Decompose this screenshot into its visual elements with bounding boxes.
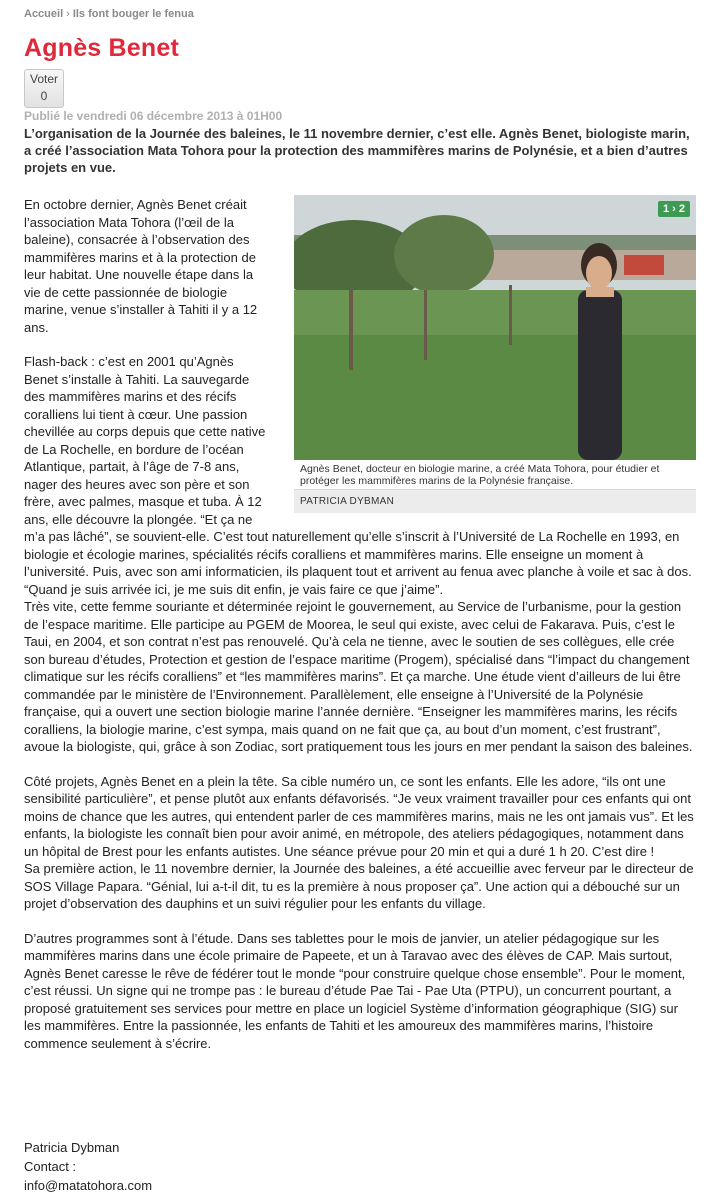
vote-button[interactable] [24,69,64,108]
paragraph-2c: Très vite, cette femme souriante et déterminée rejoint le gouvernement, au Service de l’urbanisme, pour la gestion de l’espace maritime. Elle participe au PGEM de Moorea, le seul qui existe, avec celui de Fakarava. Puis, c’est le Taui, en 2004, et son contrat n’est pas renouvelé. Qu’à cela ne tienne, avec le soutien de ses collègues, elle crée son bureau d’études, Protection et gestion de l’espace maritime (Progem), spécialisé dans “l’impact du changement climatique sur les récifs coralliens” et “les mammifères marins”. Et ça marche. Une étude vient d’ailleurs de lui être commandée par le ministère de l’Environnement. Parallèlement, elle enseigne à l’Université de la Polynésie française, qui a ouvert une section biologie marine l’année dernière. “Enseigner les mammifères marins, les récifs coralliens, la biologie marine, c’est sympa, mais quand on ne fait que ça, au bout d’un moment, c’est frustrant”, avoue la biologiste, qui, grâce à son Zodiac, sort pratiquement tous les jours en mer pendant la saison des baleines. [24,599,693,754]
breadcrumb-home-link[interactable]: Accueil [24,8,64,20]
photo-credit: PATRICIA DYBMAN [294,489,696,513]
photo-caption: Agnès Benet, docteur en biologie marine, a créé Mata Tohora, pour étudier et protéger les mammifères marins de la Polynésie française. [294,460,696,489]
author-name: Patricia Dybman [24,1140,120,1155]
paragraph-3: Côté projets, Agnès Benet en a plein la tête. Sa cible numéro un, ce sont les enfants. Elle les adore, “ils ont une sensibilité particulière”, et pense plutôt aux enfants défavorisés. “Je veux vraiment travailler pour ces enfants qui ont moins de chance que les autres, qui entendent parler de ces mammifères marins, mais ne les ont jamais vus”. Et les enfants, la biologiste les connaît bien pour avoir animé, en métropole, des ateliers pédagogiques, notamment dans un hôpital de Brest pour les enfants autistes. Une séance prévue pour 20 min et qui a duré 1 h 20. C’est dire ! [24,773,694,859]
paragraph-1: En octobre dernier, Agnès Benet créait l’association Mata Tohora (l’œil de la baleine), consacrée à l’observation des mammifères marins et à la protection de leur habitat. Une nouvelle étape dans la vie de cette passionnée de biologie marine, venue s’installer à Tahiti il y a 12 ans. [24,197,258,335]
paragraph-3b: Sa première action, le 11 novembre dernier, la Journée des baleines, a été accueillie avec ferveur par le directeur de SOS Village Papara. “Génial, lui a-t-il dit, tu es la première à nous proposer ça”. Une action qui a débouché sur un projet d’observation des dauphins et un suivi régulier pour les enfants du village. [24,861,694,911]
publish-date: Publié le vendredi 06 décembre 2013 à 01H00 [24,109,283,123]
paragraph-2b: m’a pas lâché”, se souvient-elle. C’est tout naturellement qu’elle s’inscrit à l’Université de La Rochelle en 1993, en biologie et écologie marines, spécialités récifs coralliens et mammifères marins. Elle enseigne un moment à l’université. Puis, avec son ami informaticien, ils plaquent tout et arrivent au fenua avec planche à voile et sac à dos. “Quand je suis arrivée ici, je me suis dit enfin, je vais faire ce que j’aime”. [24,529,692,597]
author-contact [24,1138,152,1195]
page-title: Agnès Benet [24,34,180,62]
photo-counter-badge[interactable]: 1 › 2 [658,201,690,217]
contact-email-link[interactable]: info@matatohora.com [24,1178,153,1193]
breadcrumb-separator: › [66,8,70,20]
article-lead: L’organisation de la Journée des baleines, le 11 novembre dernier, c’est elle. Agnès Benet, biologiste marin, a créé l’association Mata Tohora pour la protection des mammifères marins de Polynésie, et a bien d’autres projets en vue. [24,126,690,175]
paragraph-2a: Flash-back : c’est en 2001 qu’Agnès Benet s’installe à Tahiti. La sauvegarde des mammifères marins et des récifs coralliens lui tient à cœur. Une passion chevillée au corps depuis que cette native de La Rochelle, en bordure de l’océan Atlantique, partait, à l’âge de 7-8 ans, nager des heures avec son père et son frère, avec palmes, masque et tuba. À 12 ans, elle découvre la plongée. “Et ça ne [24,354,266,527]
breadcrumb-section-link[interactable]: Ils font bouger le fenua [72,8,194,20]
vote-count: 0 [40,89,48,103]
paragraph-4: D’autres programmes sont à l’étude. Dans ses tablettes pour le mois de janvier, un atelier pédagogique sur les mammifères marins dans une école primaire de Papeete, et un à Taravao avec des élèves de CAP. Mais surtout, Agnès Benet caresse le rêve de fédérer tout le monde “pour construire quelque chose ensemble”. Pour le moment, c’est réussi. Un signe qui ne trompe pas : le bureau d’étude Pae Tai - Pae Uta (PTPU), un concurrent pourtant, a proposé gratuitement ses services pour mettre en place un logiciel Système d’information géographique (SIG) sur les mammifères. Entre la passionnée, les enfants de Tahiti et les amoureux des mammifères marins, l’histoire commence seulement à s’écrire. [24,930,686,1051]
vote-label: Voter [29,72,59,86]
contact-label: Contact : [24,1159,77,1174]
breadcrumb [24,8,194,20]
article-body [24,196,696,1069]
